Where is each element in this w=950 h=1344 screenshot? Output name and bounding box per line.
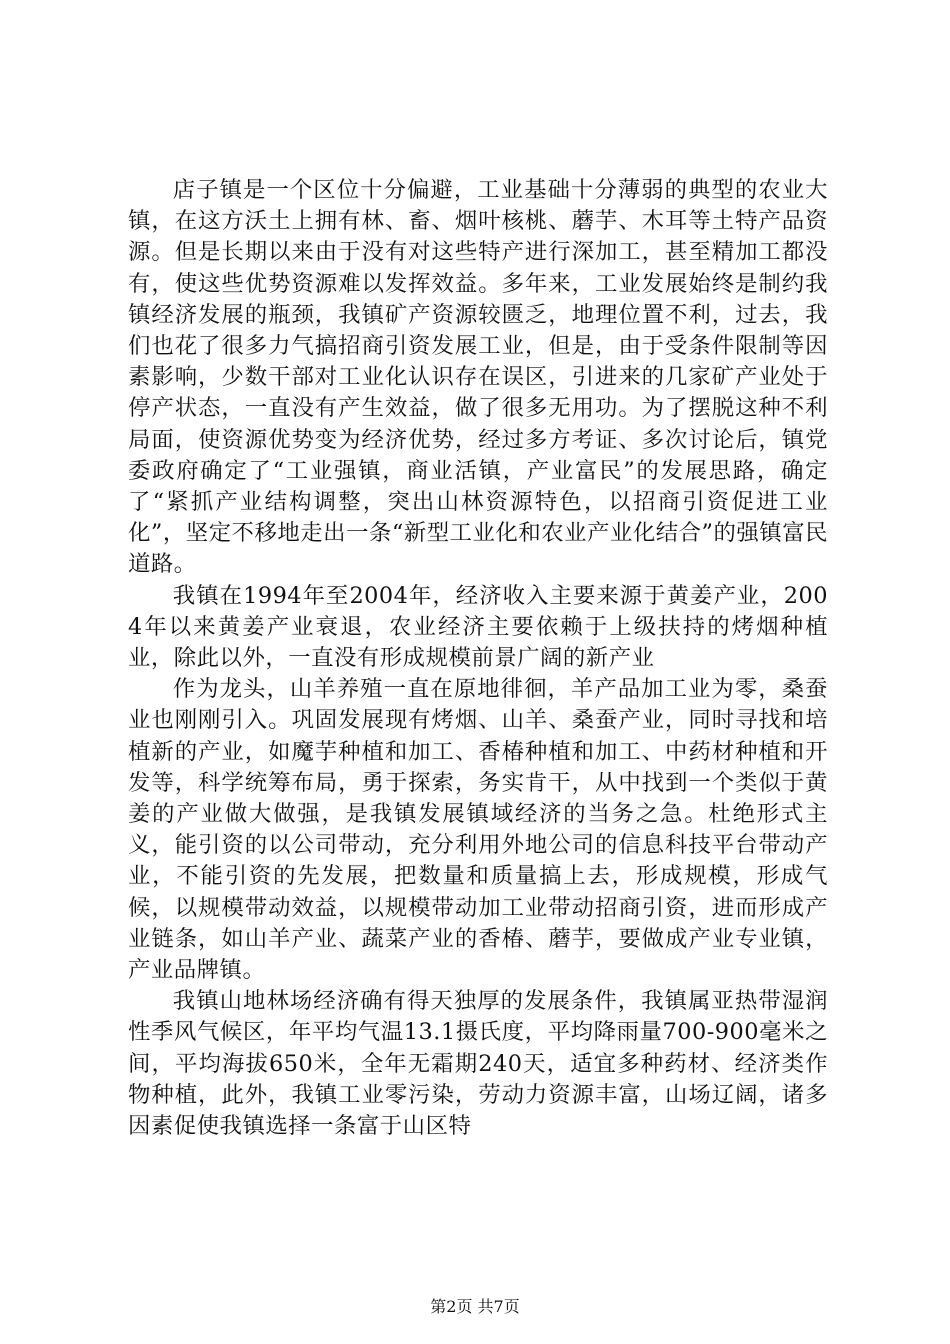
paragraph-1: 店子镇是一个区位十分偏避，工业基础十分薄弱的典型的农业大镇，在这方沃土上拥有林、畜、烟叶核桃、蘑芋、木耳等土特产品资源。但是长期以来由于没有对这些特产进行深加工，甚至精加工都没有，使这些优势资源难以发挥效益。多年来，工业发展始终是制约我镇经济发展的瓶颈，我镇矿产资源较匮乏，地理位置不利，过去，我们也花了很多力气搞招商引资发展工业，但是，由于受条件限制等因素影响，少数干部对工业化认识存在误区，引进来的几家矿产业处于停产状态，一直没有产生效益，做了很多无用功。为了摆脱这种不利局面，使资源优势变为经济优势，经过多方考证、多次讨论后，镇党委政府确定了“工业强镇，商业活镇，产业富民”的发展思路，确定了“紧抓产业结构调整，突出山林资源特色，以招商引资促进工业化”，坚定不移地走出一条“新型工业化和农业产业化结合”的强镇富民道路。	[128, 177, 828, 578]
paragraph-3: 作为龙头，山羊养殖一直在原地徘徊，羊产品加工业为零，桑蚕业也刚刚引入。巩固发展现有烤烟、山羊、桑蚕产业，同时寻找和培植新的产业，如魔芋种植和加工、香椿种植和加工、中药材种植和开发等，科学统筹布局，勇于探索，务实肯干，从中找到一个类似于黄姜的产业做大做强，是我镇发展镇域经济的当务之急。杜绝形式主义，能引资的以公司带动，充分利用外地公司的信息科技平台带动产业，不能引资的先发展，把数量和质量搞上去，形成规模，形成气候，以规模带动效益，以规模带动加工业带动招商引资，进而形成产业链条，如山羊产业、蔬菜产业的香椿、蘑芋，要做成产业专业镇，产业品牌镇。	[128, 676, 828, 984]
paragraph-2: 我镇在1994年至2004年，经济收入主要来源于黄姜产业，2004年以来黄姜产业衰退，农业经济主要依赖于上级扶持的烤烟种植业，除此以外，一直没有形成规模前景广阔的新产业	[128, 582, 828, 672]
page-number-footer: 第2页 共7页	[430, 1297, 520, 1316]
document-body	[128, 175, 828, 1142]
paragraph-4: 我镇山地林场经济确有得天独厚的发展条件，我镇属亚热带湿润性季风气候区，年平均气温13.1摄氏度，平均降雨量700-900毫米之间，平均海拔650米，全年无霜期240天，适宜多种药材、经济类作物种植，此外，我镇工业零污染，劳动力资源丰富，山场辽阔，诸多因素促使我镇选择一条富于山区特	[128, 988, 828, 1140]
